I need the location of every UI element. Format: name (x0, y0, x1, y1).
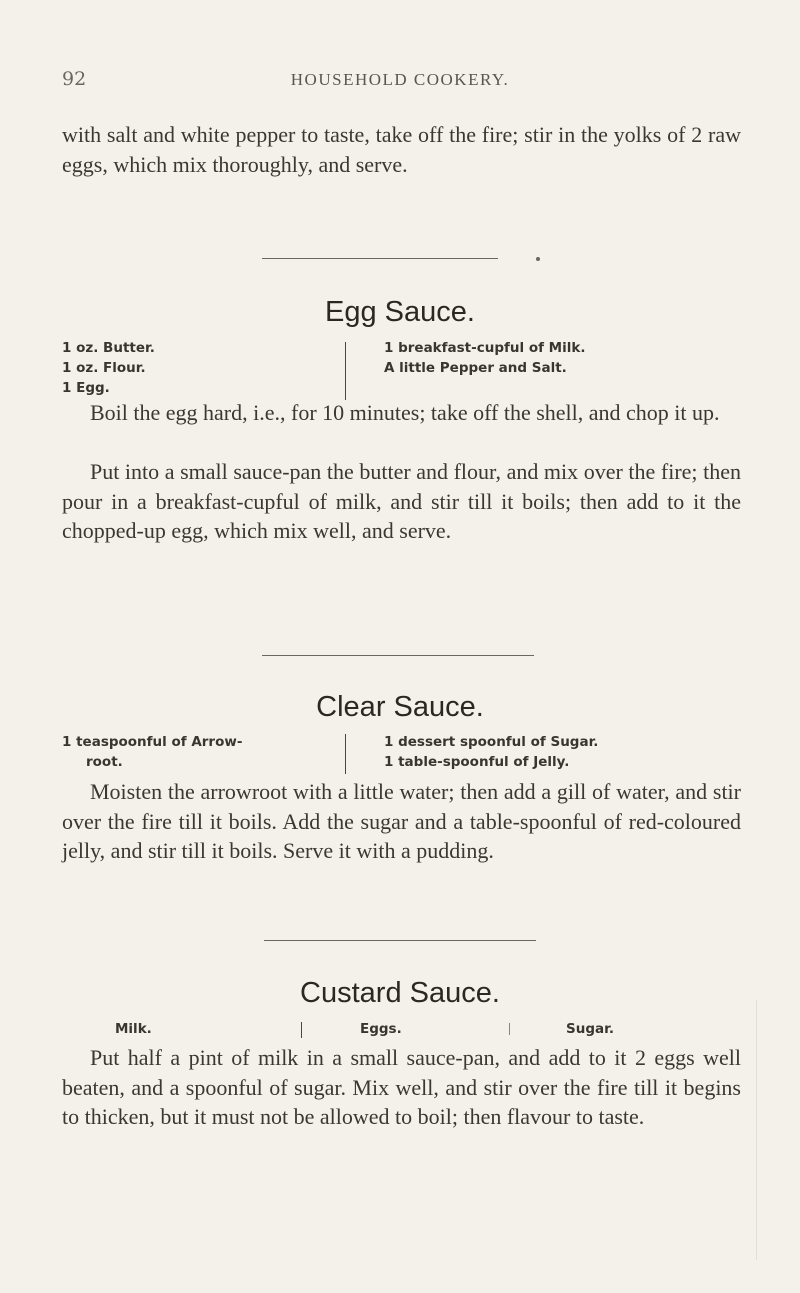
divider-dot (536, 257, 540, 261)
egg-sauce-ingredients-left (62, 338, 155, 398)
clear-sauce-step-1: Moisten the arrowroot with a little water; then add a gill of water, and stir over the fire till it boils. Add the sugar and a table-spoonful of red-coloured jelly, and stir till it boils. Serve it with a pudding. (62, 779, 741, 863)
ingredient-divider (509, 1023, 510, 1035)
ingredient-divider (345, 342, 346, 400)
ingredient: Eggs. (360, 1021, 402, 1037)
ingredient: 1 oz. Flour. (62, 360, 146, 376)
ingredient: 1 Egg. (62, 380, 110, 396)
ingredient: 1 dessert spoonful of Sugar. (384, 734, 599, 750)
section-divider (262, 258, 498, 259)
ingredient: A little Pepper and Salt. (384, 360, 567, 376)
running-head (0, 68, 800, 98)
section-divider (264, 940, 536, 941)
ingredient-divider (345, 734, 346, 774)
page-edge-shadow (756, 1000, 757, 1260)
egg-sauce-step-2: Put into a small sauce-pan the butter and flour, and mix over the fire; then pour in a breakfast-cupful of milk, and stir till it boils; then add to it the chopped-up egg, which mix well, and serve. (62, 459, 741, 543)
section-divider (262, 655, 534, 656)
egg-sauce-ingredients-right (384, 338, 585, 378)
clear-sauce-ingredients-left (62, 732, 242, 772)
ingredient: 1 table-spoonful of Jelly. (384, 754, 570, 770)
egg-sauce-step-1: Boil the egg hard, i.e., for 10 minutes; take off the shell, and chop it up. (90, 400, 720, 425)
running-title: HOUSEHOLD COOKERY. (290, 70, 510, 89)
page-number: 92 (62, 68, 87, 90)
clear-sauce-heading: Clear Sauce. (316, 691, 484, 723)
continuation-paragraph: with salt and white pepper to taste, take off the fire; stir in the yolks of 2 raw eggs, which mix thoroughly, and serve. (62, 122, 741, 177)
ingredient: 1 breakfast-cupful of Milk. (384, 340, 586, 356)
ingredient: root. (86, 754, 123, 770)
ingredient: Milk. (115, 1021, 152, 1037)
clear-sauce-ingredients-right (384, 732, 598, 772)
ingredient-divider (301, 1022, 302, 1038)
ingredient: 1 teaspoonful of Arrow- (62, 734, 243, 750)
custard-sauce-step-1: Put half a pint of milk in a small sauce-pan, and add to it 2 eggs well beaten, and a spoonful of sugar. Mix well, and stir over the fire till it begins to thicken, but it must not be allowed to boil; then flavour to taste. (62, 1045, 741, 1129)
ingredient: Sugar. (566, 1021, 614, 1037)
custard-sauce-heading: Custard Sauce. (300, 977, 500, 1009)
egg-sauce-heading: Egg Sauce. (325, 296, 475, 328)
ingredient: 1 oz. Butter. (62, 340, 155, 356)
